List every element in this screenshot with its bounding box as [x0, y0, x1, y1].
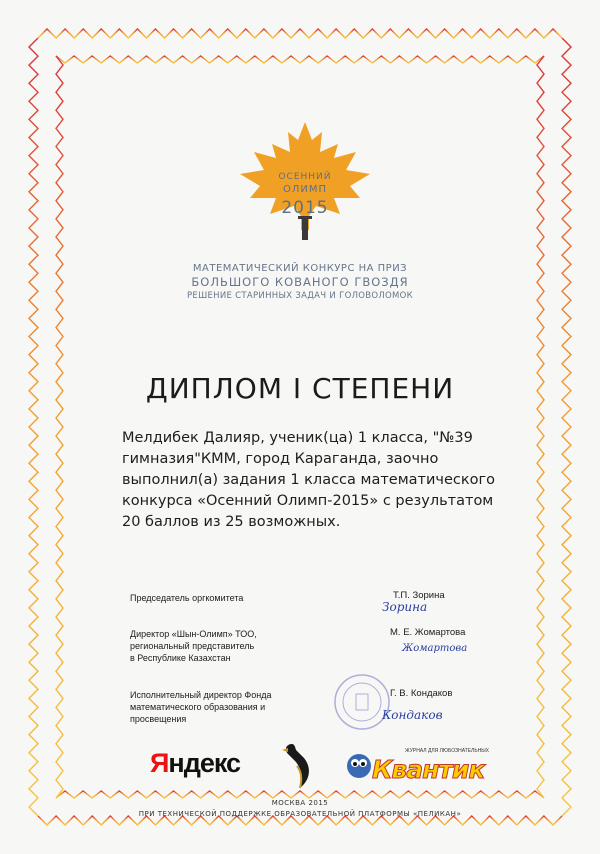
border-zigzag-segment	[56, 56, 544, 63]
signer-2-signature	[398, 637, 468, 657]
footer-city-year: МОСКВА 2015	[271, 799, 329, 807]
logo-line-2: ОЛИМП	[282, 184, 328, 195]
signer-3-role	[130, 689, 271, 725]
contest-name-line-2: БОЛЬШОГО КОВАНОГО ГВОЗДЯ	[191, 275, 409, 289]
diploma-title: ДИПЛОМ I СТЕПЕНИ	[145, 372, 455, 405]
footer-support-text: ПРИ ТЕХНИЧЕСКОЙ ПОДДЕРЖКЕ ОБРАЗОВАТЕЛЬНОЙ ПЛАТФОРМЫ «ПЕЛИКАН»	[138, 810, 462, 818]
signer-2-role-line-3: в Республике Казахстан	[130, 653, 231, 663]
contest-name-line-1: МАТЕМАТИЧЕСКИЙ КОНКУРС НА ПРИЗ	[192, 263, 408, 274]
kvantik-tagline: ЖУРНАЛ ДЛЯ ЛЮБОЗНАТЕЛЬНЫХ	[405, 748, 489, 754]
signer-1-role-line-1: Председатель оргкомитета	[130, 593, 244, 603]
signer-1-role	[130, 592, 243, 604]
svg-text:Зорина: Зорина	[382, 600, 428, 614]
border-zigzag-segment	[29, 38, 38, 816]
signer-1-signature	[378, 597, 448, 617]
signer-3-role-line-3: просвещения	[130, 714, 187, 724]
signer-2-role-line-2: региональный представитель	[130, 641, 255, 651]
border-zigzag-segment	[537, 56, 544, 798]
logo-line-1: ОСЕННИЙ	[278, 172, 332, 182]
signer-2-role	[130, 628, 257, 664]
border-zigzag-segment	[562, 38, 571, 816]
yandex-logo-rest: ндекс	[168, 748, 241, 778]
yandex-logo	[150, 748, 240, 779]
signer-3-signature	[378, 703, 443, 729]
border-zigzag-segment	[56, 791, 544, 798]
award-text: Мелдибек Далияр, ученик(ца) 1 класса, "№39 гимназия"КММ, город Караганда, заочно выполнил(а) задания 1 класса математического конкурса «Осенний Олимп-2015» с результатом 20 баллов из 25 возможных.	[122, 430, 495, 530]
signer-3-role-line-2: математического образования и	[130, 702, 266, 712]
signer-2-role-line-1: Директор «Шын-Олимп» ТОО,	[130, 629, 257, 639]
pelican-logo	[282, 740, 318, 790]
kvantik-logo: Квантик	[372, 755, 485, 784]
signer-1-name: Т.П. Зорина	[393, 590, 445, 601]
svg-text:Жомартова: Жомартова	[402, 643, 468, 654]
border-zigzag-segment	[38, 29, 562, 38]
signer-2-name: М. Е. Жомартова	[390, 627, 466, 638]
svg-text:Кондаков: Кондаков	[382, 708, 443, 722]
border-zigzag-segment	[56, 56, 63, 798]
logo-year: 2015	[281, 198, 329, 218]
signer-3-role-line-1: Исполнительный директор Фонда	[130, 690, 272, 700]
yandex-logo-first-letter: Я	[150, 748, 169, 778]
contest-subtitle: РЕШЕНИЕ СТАРИННЫХ ЗАДАЧ И ГОЛОВОЛОМОК	[186, 291, 414, 301]
signer-3-name: Г. В. Кондаков	[390, 688, 453, 699]
